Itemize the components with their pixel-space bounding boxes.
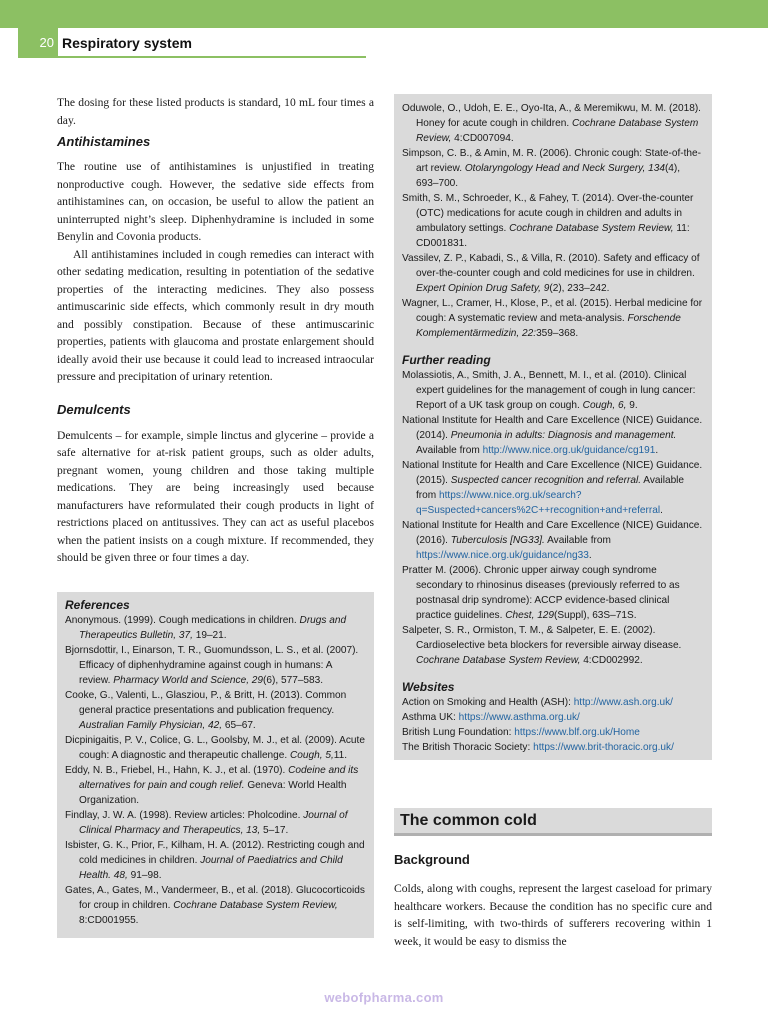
reference-details: Available from	[416, 475, 685, 501]
reference-item	[402, 518, 704, 563]
reference-source: Journal of Paediatrics and Child Health. 48,	[79, 855, 343, 881]
reference-authors: National Institute for Health and Care Excellence (NICE) Guidance. (2016).	[402, 520, 703, 546]
reference-item	[65, 808, 366, 838]
reference-source: Journal of Clinical Pharmacy and Therapeutics, 13,	[79, 810, 348, 836]
reference-details: 9.	[626, 400, 638, 411]
website-item	[402, 725, 704, 740]
reference-details: (6), 577–583.	[263, 675, 324, 686]
left-column	[57, 94, 374, 567]
reference-details: Geneva: World Health Organization.	[79, 780, 347, 806]
reference-authors: Bjornsdottir, I., Einarson, T. R., Guomundsson, L. S., et al. (2007). Efficacy of diphenhydramine against cough in humans: A review.	[65, 645, 359, 686]
common-cold-section-title: The common cold	[394, 808, 712, 836]
antihistamines-paragraph-2: All antihistamines included in cough remedies can interact with other sedating medication, resulting in potentiation of the sedative properties of the interacting medicines. They also possess antimuscarinic side effects, which commonly result in dry mouth and possibly constipation. Because of these antimuscarinic properties, patients with glaucoma and prostate enlargement should ideally avoid their use because it could lead to increased intraocular pressure and precipitation of urinary retention.	[57, 247, 374, 383]
reference-authors: Cooke, G., Valenti, L., Glasziou, P., & Britt, H. (2013). Common general practice presentations and publication frequency.	[65, 690, 347, 716]
reference-authors: Findlay, J. W. A. (1998). Review articles: Pholcodine.	[65, 810, 304, 821]
reference-item	[402, 146, 704, 191]
website-label: British Lung Foundation:	[402, 727, 515, 738]
reference-authors: Salpeter, S. R., Ormiston, T. M., & Salpeter, E. E. (2002). Cardioselective beta blockers for reversible airway disease.	[402, 625, 682, 651]
reference-item	[65, 883, 366, 928]
reference-source: Cough, 5,	[290, 750, 334, 761]
reference-authors: Simpson, C. B., & Amin, M. R. (2006). Chronic cough: State-of-the-art review.	[402, 148, 702, 174]
reference-end: .	[588, 550, 592, 561]
website-label: The British Thoracic Society:	[402, 742, 534, 753]
reference-item	[402, 413, 704, 458]
further-reading-heading: Further reading	[402, 353, 491, 367]
reference-authors: Gates, A., Gates, M., Vandermeer, B., et al. (2018). Glucocorticoids for croup in children.	[65, 885, 365, 911]
reference-authors: Molassiotis, A., Smith, J. A., Bennett, M. I., et al. (2010). Clinical expert guidelines for the management of cough in lung cancer: Report of a UK task group on cough.	[402, 370, 696, 411]
reference-authors: Dicpinigaitis, P. V., Colice, G. L., Goolsby, M. J., et al. (2009). Acute cough: A diagnostic and therapeutic challenge.	[65, 735, 365, 761]
reference-details: (4), 693–700.	[416, 163, 681, 189]
background-subheading: Background	[394, 852, 470, 867]
website-item	[402, 695, 704, 710]
reference-source: Chest, 129	[505, 610, 555, 621]
reference-details: Available from	[544, 535, 611, 546]
reference-details: (Suppl), 63S–71S.	[554, 610, 637, 621]
reference-source: Cochrane Database System Review,	[173, 900, 338, 911]
reference-source: Australian Family Physician, 42,	[79, 720, 223, 731]
reference-details: 8:CD001955.	[79, 915, 139, 926]
reference-item	[402, 296, 704, 341]
reference-source: Drugs and Therapeutics Bulletin, 37,	[79, 615, 347, 641]
reference-authors: National Institute for Health and Care Excellence (NICE) Guidance. (2015).	[402, 460, 703, 486]
reference-item	[402, 101, 704, 146]
reference-item	[65, 838, 366, 883]
references-heading: References	[65, 598, 130, 612]
further-reading-list	[402, 368, 704, 668]
website-label: Asthma UK:	[402, 712, 459, 723]
reference-item	[402, 191, 704, 251]
website-link[interactable]: http://www.ash.org.uk/	[573, 697, 673, 708]
top-color-band	[0, 0, 768, 28]
reference-source: Pneumonia in adults: Diagnosis and management.	[450, 430, 677, 441]
reference-item	[65, 763, 366, 808]
reference-item	[402, 458, 704, 518]
websites-heading: Websites	[402, 680, 455, 694]
reference-link[interactable]: https://www.nice.org.uk/guidance/ng33	[416, 550, 589, 561]
references-continued-list	[402, 101, 704, 341]
website-link[interactable]: https://www.brit-thoracic.org.uk/	[533, 742, 674, 753]
antihistamines-heading: Antihistamines	[57, 134, 151, 149]
website-link[interactable]: https://www.asthma.org.uk/	[458, 712, 580, 723]
reference-details: 19–21.	[192, 630, 227, 641]
reference-authors: Vassilev, Z. P., Kabadi, S., & Villa, R. (2010). Safety and efficacy of over-the-counter cough and cold medicines for use in children.	[402, 253, 700, 279]
reference-item	[402, 563, 704, 623]
reference-details: (2), 233–242.	[549, 283, 610, 294]
reference-authors: Pratter M. (2006). Chronic upper airway cough syndrome secondary to rhinosinus diseases (previously referred to as postnasal drip syndrome): ACCP evidence-based clinical practice guidelines.	[402, 565, 680, 621]
reference-details: 91–98.	[127, 870, 162, 881]
references-continued-box	[394, 94, 712, 760]
reference-details: 359–368.	[536, 328, 579, 339]
reference-item	[402, 251, 704, 296]
references-list	[65, 613, 366, 928]
website-link[interactable]: https://www.blf.org.uk/Home	[514, 727, 640, 738]
reference-link[interactable]: http://www.nice.org.uk/guidance/cg191	[482, 445, 656, 456]
reference-details: 4:CD002992.	[580, 655, 643, 666]
reference-source: Expert Opinion Drug Safety, 9	[416, 283, 550, 294]
reference-source: Otolaryngology Head and Neck Surgery, 134	[464, 163, 665, 174]
reference-link[interactable]: https://www.nice.org.uk/search?q=Suspected+cancers%2C++recognition+and+referral	[416, 490, 661, 516]
website-item	[402, 740, 704, 755]
reference-details: 11: CD001831.	[416, 223, 690, 249]
reference-end: .	[660, 505, 663, 516]
reference-item	[65, 613, 366, 643]
reference-authors: Wagner, L., Cramer, H., Klose, P., et al. (2015). Herbal medicine for cough: A systematic review and meta-analysis.	[402, 298, 703, 324]
reference-item	[65, 688, 366, 733]
section-title: Respiratory system	[62, 35, 192, 51]
antihistamines-paragraph-1: The routine use of antihistamines is unjustified in treating nonproductive cough. However, the sedative side effects from antihistamines can, on occasion, be useful to allow the patient an uninterrupted night’s sleep. Diphenhydramine is included in some Benylin and Covonia products.	[57, 160, 374, 243]
demulcents-heading: Demulcents	[57, 401, 131, 417]
reference-authors: Isbister, G. K., Prior, F., Kilham, H. A. (2012). Restricting cough and cold medicines in children.	[65, 840, 365, 866]
reference-item	[65, 643, 366, 688]
demulcents-paragraph: Demulcents – for example, simple linctus and glycerine – provide a safe alternative for at-risk patient groups, such as older adults, pregnant women, young children and those taking multiple medications. They are being increasingly used because manufacturers have reformulated their cough products in light of restrictions placed on antitussives. They can act as useful placebos when the patient insists on a cough mixture. If recommended, they should be given three or four times a day.	[57, 428, 374, 564]
reference-details: 5–17.	[260, 825, 289, 836]
website-label: Action on Smoking and Health (ASH):	[402, 697, 574, 708]
reference-item	[65, 733, 366, 763]
intro-paragraph: The dosing for these listed products is standard, 10 mL four times a day.	[57, 96, 374, 127]
website-item	[402, 710, 704, 725]
reference-details: 4:CD007094.	[451, 133, 514, 144]
right-column-text	[394, 880, 712, 950]
reference-item	[402, 623, 704, 668]
reference-source: Codeine and its alternatives for pain and cough relief.	[79, 765, 359, 791]
common-cold-paragraph: Colds, along with coughs, represent the largest caseload for primary healthcare workers. Because the condition has no specific cure and is self-limiting, with two-thirds of sufferers recovering within 1 week, it would be easy to dismiss the	[394, 882, 712, 948]
reference-source: Forschende Komplementärmedizin, 22:	[416, 313, 681, 339]
reference-authors: Smith, S. M., Schroeder, K., & Fahey, T. (2014). Over-the-counter (OTC) medications for acute cough in children and adults in ambulatory settings.	[402, 193, 694, 234]
reference-details: 11.	[333, 750, 348, 761]
reference-end: .	[655, 445, 659, 456]
reference-authors: Oduwole, O., Udoh, E. E., Oyo-Ita, A., & Meremikwu, M. M. (2018). Honey for acute cough in children.	[402, 103, 701, 129]
reference-details: 65–67.	[222, 720, 256, 731]
reference-source: Cochrane Database System Review,	[416, 118, 699, 144]
reference-details: Available from	[416, 445, 483, 456]
reference-item	[402, 368, 704, 413]
reference-authors: Eddy, N. B., Friebel, H., Hahn, K. J., et al. (1970).	[65, 765, 289, 776]
reference-source: Cochrane Database System Review,	[509, 223, 674, 234]
reference-source: Cochrane Database System Review,	[416, 655, 581, 666]
reference-source: Cough, 6,	[582, 400, 627, 411]
reference-authors: Anonymous. (1999). Cough medications in children.	[65, 615, 300, 626]
reference-source: Pharmacy World and Science, 29	[113, 675, 264, 686]
reference-authors: National Institute for Health and Care Excellence (NICE) Guidance. (2014).	[402, 415, 703, 441]
watermark: webofpharma.com	[324, 990, 444, 1005]
references-box	[57, 592, 374, 938]
reference-source: Tuberculosis [NG33].	[450, 535, 545, 546]
running-header	[18, 28, 366, 58]
reference-source: Suspected cancer recognition and referral.	[450, 475, 642, 486]
page-number: 20	[18, 28, 58, 56]
websites-list	[402, 695, 704, 755]
